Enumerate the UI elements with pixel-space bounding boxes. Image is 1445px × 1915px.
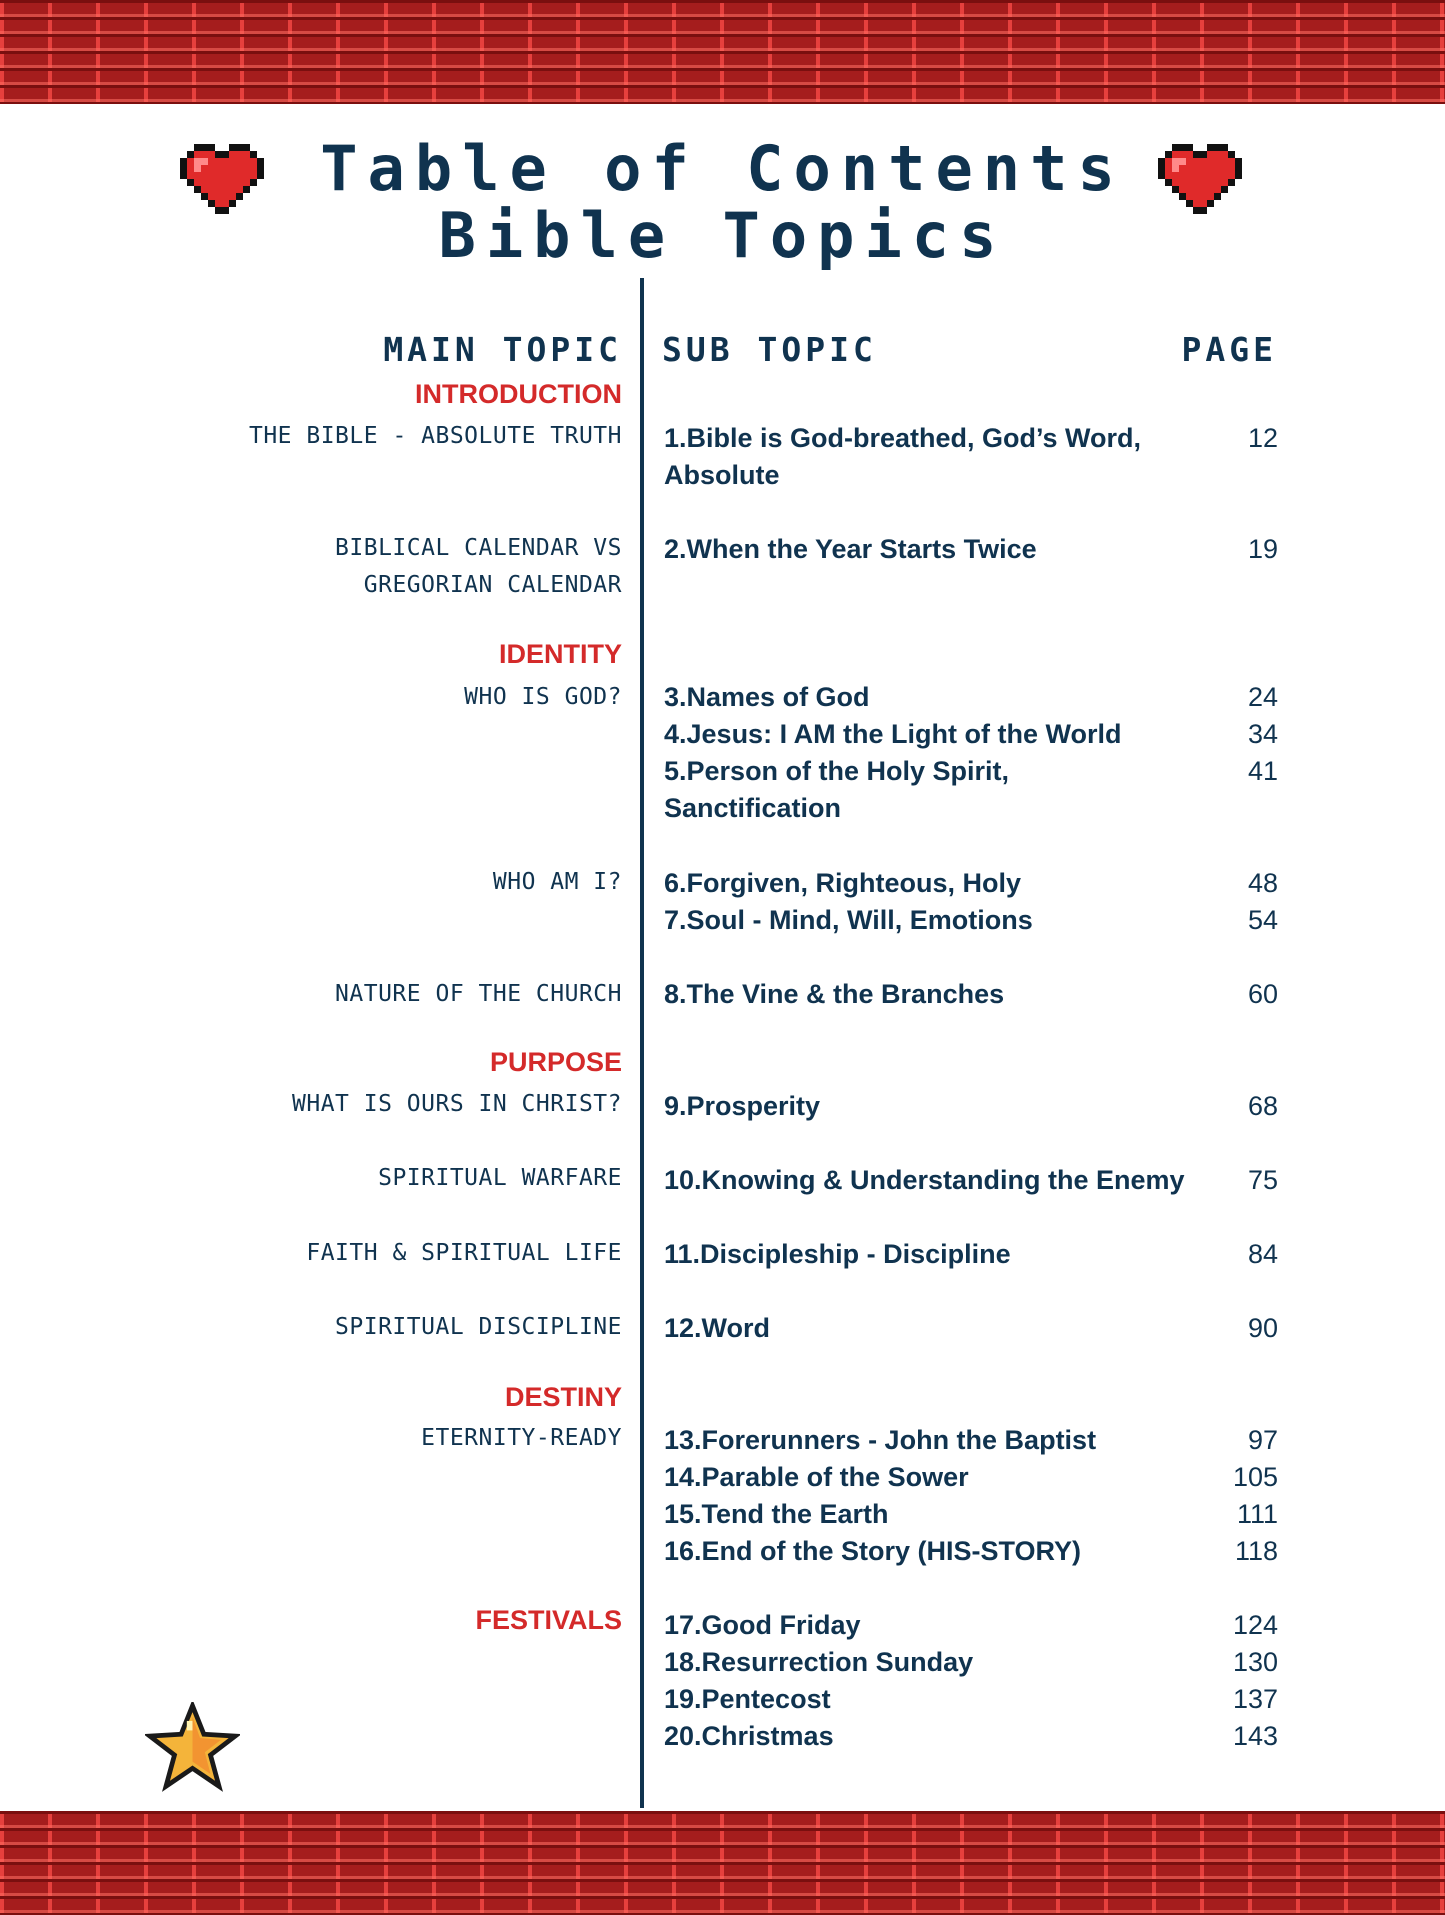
page-number: 130 — [1232, 1647, 1278, 1677]
page-subtitle: Bible Topics — [438, 199, 1007, 272]
main-topic: SPIRITUAL WARFARE — [378, 1165, 622, 1191]
main-topic: WHAT IS OURS IN CHRIST? — [292, 1091, 622, 1117]
sub-topic-entry: 4.Jesus: I AM the Light of the World — [664, 719, 1122, 749]
page-number: 48 — [1247, 868, 1278, 898]
section-identity: IDENTITY — [498, 639, 622, 669]
sub-topic-entry: 5.Person of the Holy Spirit, — [664, 756, 1010, 786]
main-topic: ETERNITY-READY — [421, 1425, 622, 1451]
main-topic-header: MAIN TOPIC — [383, 330, 622, 369]
star-icon — [145, 1702, 240, 1792]
section-festivals: FESTIVALS — [475, 1605, 622, 1635]
page-number: 75 — [1247, 1165, 1278, 1195]
page-number: 12 — [1247, 423, 1278, 453]
main-topic: THE BIBLE - ABSOLUTE TRUTH — [248, 423, 622, 449]
sub-topic-entry: Sanctification — [664, 793, 842, 823]
sub-topic-entry: 18.Resurrection Sunday — [664, 1647, 974, 1677]
page-number: 54 — [1247, 905, 1278, 935]
page-number: 41 — [1247, 756, 1278, 786]
sub-topic-entry: 7.Soul - Mind, Will, Emotions — [664, 905, 1033, 935]
sub-topic-entry: 15.Tend the Earth — [664, 1499, 889, 1529]
sub-topic-entry: 2.When the Year Starts Twice — [664, 534, 1037, 564]
sub-topic-entry: 17.Good Friday — [664, 1610, 861, 1640]
main-topic: WHO IS GOD? — [464, 684, 622, 710]
sub-topic-entry: 14.Parable of the Sower — [664, 1462, 969, 1492]
sub-topic-entry: 16.End of the Story (HIS-STORY) — [664, 1536, 1082, 1566]
main-topic: SPIRITUAL DISCIPLINE — [335, 1314, 622, 1340]
page-number: 118 — [1234, 1536, 1278, 1566]
main-topic: WHO AM I? — [492, 869, 622, 895]
sub-topic-entry: 8.The Vine & the Branches — [664, 979, 1005, 1009]
sub-topic-entry: 11.Discipleship - Discipline — [664, 1239, 1011, 1269]
section-introduction: INTRODUCTION — [415, 379, 622, 409]
page-number: 143 — [1232, 1721, 1278, 1751]
sub-topic-entry: 9.Prosperity — [664, 1091, 821, 1121]
sub-topic-entry: 3.Names of God — [664, 682, 870, 712]
page-number: 105 — [1232, 1462, 1278, 1492]
brick-border-top — [0, 0, 1445, 104]
page-title: Table of Contents — [320, 132, 1125, 205]
column-divider — [640, 278, 644, 1808]
page-header: PAGE — [1181, 330, 1277, 369]
main-topic: NATURE OF THE CHURCH — [335, 981, 622, 1007]
page-number: 34 — [1247, 719, 1278, 749]
page-number: 111 — [1236, 1499, 1278, 1529]
page-number: 90 — [1247, 1313, 1278, 1343]
sub-topic-entry: 20.Christmas — [664, 1721, 834, 1751]
page-number: 124 — [1232, 1610, 1278, 1640]
main-topic: GREGORIAN CALENDAR — [363, 572, 622, 598]
page-number: 137 — [1232, 1684, 1278, 1714]
sub-topic-entry: 12.Word — [664, 1313, 771, 1343]
sub-topic-entry: 13.Forerunners - John the Baptist — [664, 1425, 1097, 1455]
page-number: 24 — [1247, 682, 1278, 712]
section-destiny: DESTINY — [504, 1382, 622, 1412]
main-topic: BIBLICAL CALENDAR VS — [335, 535, 622, 561]
sub-topic-entry: 19.Pentecost — [664, 1684, 831, 1714]
page-number: 19 — [1247, 534, 1278, 564]
sub-topic-entry: 1.Bible is God-breathed, God’s Word, — [664, 423, 1142, 453]
sub-topic-entry: 6.Forgiven, Righteous, Holy — [664, 868, 1022, 898]
main-topic: FAITH & SPIRITUAL LIFE — [306, 1240, 622, 1266]
section-purpose: PURPOSE — [489, 1047, 622, 1077]
brick-border-bottom — [0, 1811, 1445, 1915]
page-number: 84 — [1247, 1239, 1278, 1269]
page-number: 60 — [1247, 979, 1278, 1009]
sub-topic-header: SUB TOPIC — [662, 330, 877, 369]
page-number: 97 — [1247, 1425, 1278, 1455]
sub-topic-entry: Absolute — [664, 460, 780, 490]
sub-topic-entry: 10.Knowing & Understanding the Enemy — [664, 1165, 1185, 1195]
page-number: 68 — [1247, 1091, 1278, 1121]
